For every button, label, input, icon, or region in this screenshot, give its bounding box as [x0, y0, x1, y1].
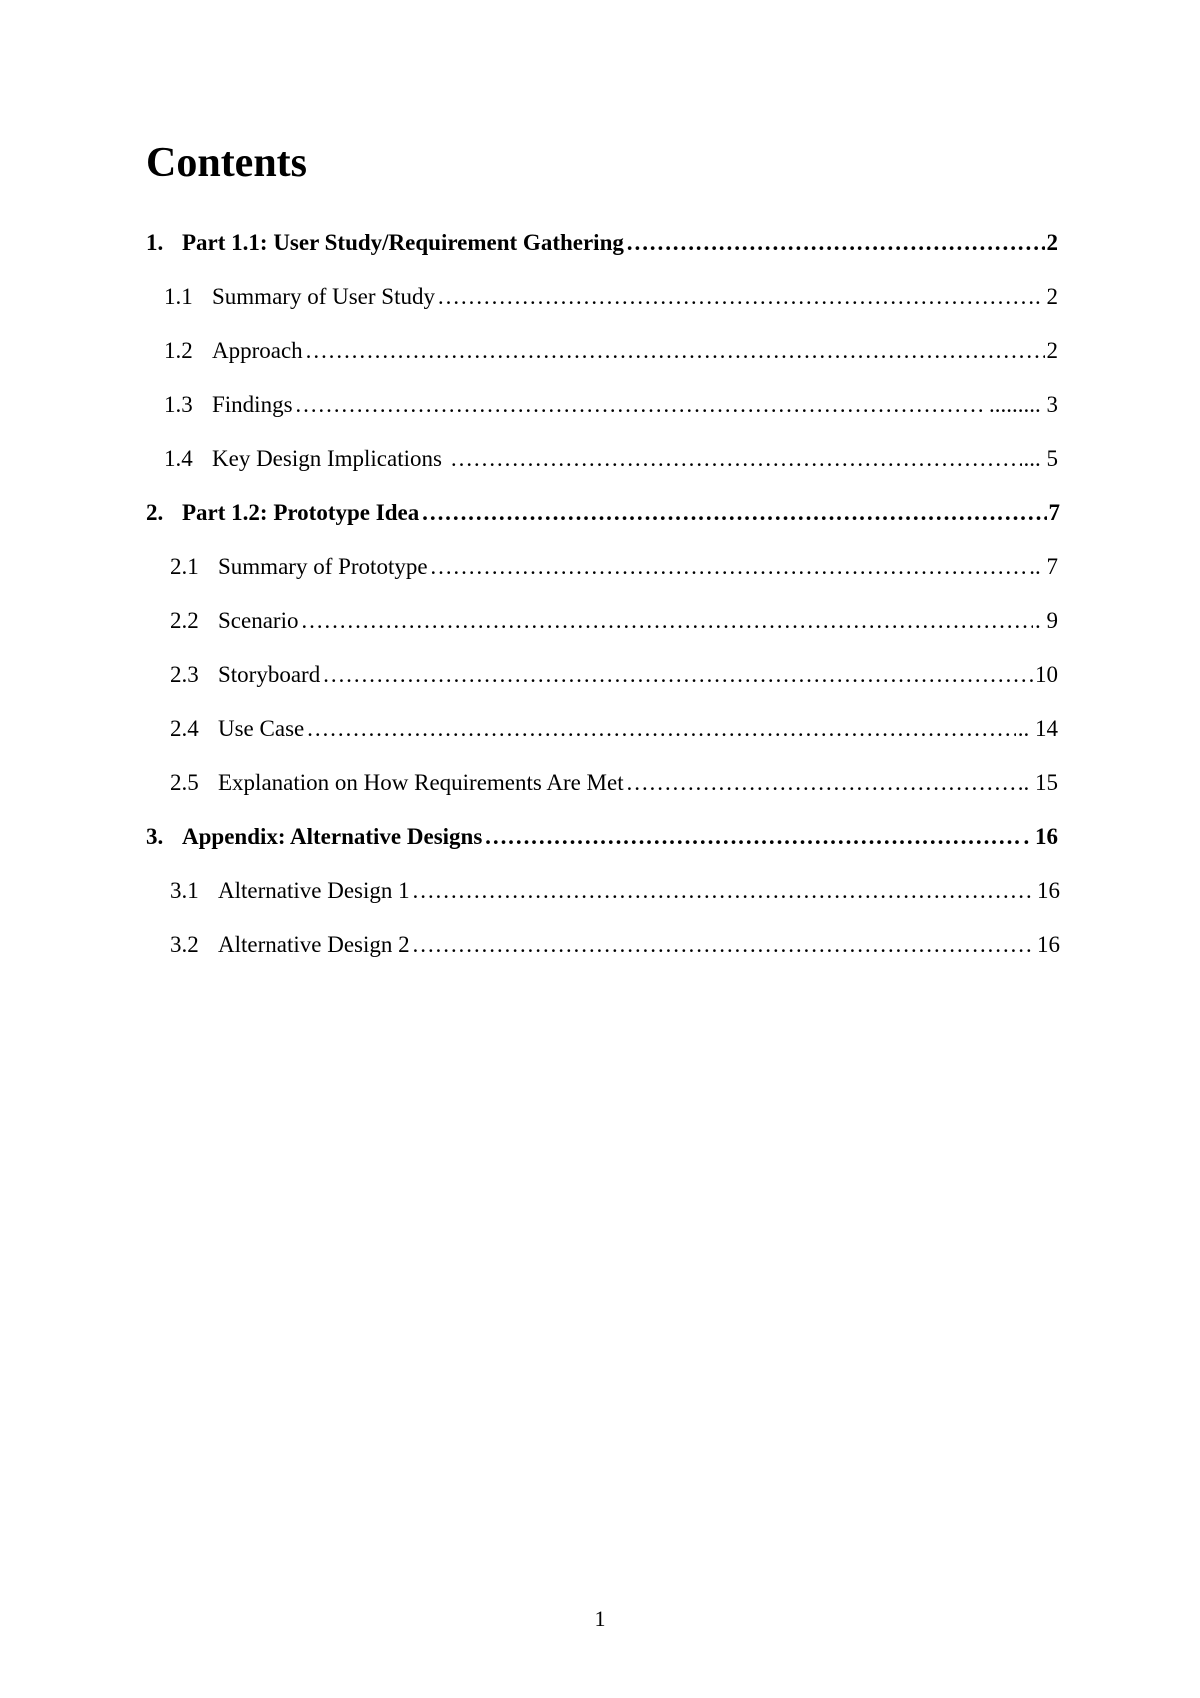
toc-entry-number: 1.4	[164, 446, 193, 471]
toc-entry-label: Summary of User Study	[212, 284, 435, 309]
toc-entry-label: Scenario	[218, 608, 299, 633]
toc-entry-page: 16	[1037, 878, 1060, 903]
toc-entry-page: ......... 3	[989, 392, 1058, 417]
toc-entry-1-3[interactable]	[164, 390, 1058, 420]
dot-leader	[412, 930, 1035, 960]
toc-entry-label: Part 1.1: User Study/Requirement Gathering	[182, 230, 624, 255]
toc-entry-page: .. 15	[1017, 770, 1058, 795]
toc-entry-1-2[interactable]	[164, 336, 1058, 366]
toc-entry-2-4[interactable]	[170, 714, 1058, 744]
dot-leader	[300, 606, 1033, 636]
dot-leader	[421, 498, 1046, 528]
toc-entry-3-2[interactable]	[170, 930, 1060, 960]
toc-entry-label: Summary of Prototype	[218, 554, 428, 579]
toc-entry-label: Explanation on How Requirements Are Met	[218, 770, 624, 795]
toc-entry-label: Findings	[212, 392, 293, 417]
toc-entry-3[interactable]	[146, 822, 1058, 852]
dot-leader	[295, 390, 987, 420]
toc-entry-number: 2.4	[170, 716, 199, 741]
toc-entry-page: 16	[1037, 932, 1060, 957]
toc-entry-number: 3.1	[170, 878, 199, 903]
toc-entry-page: ... 5	[1023, 446, 1058, 471]
dot-leader	[437, 282, 1033, 312]
dot-leader	[305, 336, 1045, 366]
toc-entry-2-1[interactable]	[170, 552, 1058, 582]
toc-entry-page: 7	[1048, 500, 1060, 525]
page-number: 1	[594, 1606, 606, 1631]
toc-entry-label: Storyboard	[218, 662, 321, 687]
dot-leader	[430, 552, 1028, 582]
toc-entry-page: . 16	[1023, 824, 1058, 849]
toc-entry-number: 2.1	[170, 554, 199, 579]
toc-entry-label: Alternative Design 1	[218, 878, 410, 903]
toc-entry-label: Approach	[212, 338, 303, 363]
toc-entry-label: Alternative Design 2	[218, 932, 410, 957]
toc-entry-2-2[interactable]	[170, 606, 1058, 636]
toc-entry-2-3[interactable]	[170, 660, 1058, 690]
toc-entry-2[interactable]	[146, 498, 1060, 528]
dot-leader	[306, 714, 1016, 744]
toc-entry-page: . 2	[1035, 284, 1058, 309]
toc-entry-number: 2.	[146, 500, 164, 525]
toc-entry-1-4[interactable]	[164, 444, 1058, 474]
toc-entry-page: 10	[1035, 662, 1058, 687]
toc-entry-label: Appendix: Alternative Designs	[182, 824, 483, 849]
page-title: Contents	[146, 140, 308, 186]
toc-entry-number: 1.2	[164, 338, 193, 363]
dot-leader	[412, 876, 1035, 906]
dot-leader	[626, 768, 1016, 798]
toc-entry-number: 2.5	[170, 770, 199, 795]
dot-leader	[322, 660, 1033, 690]
toc-entry-number: 1.	[146, 230, 164, 255]
toc-entry-1[interactable]	[146, 228, 1058, 258]
toc-entry-page: . 9	[1035, 608, 1058, 633]
toc-entry-label: Key Design Implications	[212, 446, 442, 471]
toc-entry-number: 2.2	[170, 608, 199, 633]
dot-leader	[626, 228, 1045, 258]
dot-leader	[450, 444, 1022, 474]
toc-entry-number: 3.2	[170, 932, 199, 957]
toc-entry-page: .. 7	[1029, 554, 1058, 579]
toc-entry-label: Use Case	[218, 716, 305, 741]
toc-entry-number: 3.	[146, 824, 164, 849]
toc-entry-number: 1.1	[164, 284, 193, 309]
toc-entry-3-1[interactable]	[170, 876, 1060, 906]
toc-entry-number: 2.3	[170, 662, 199, 687]
toc-entry-number: 1.3	[164, 392, 193, 417]
toc-entry-page: 2	[1046, 338, 1058, 363]
toc-entry-1-1[interactable]	[164, 282, 1058, 312]
toc-entry-page: 2	[1046, 230, 1058, 255]
toc-entry-page: .. 14	[1017, 716, 1058, 741]
dot-leader	[484, 822, 1021, 852]
toc-entry-2-5[interactable]	[170, 768, 1058, 798]
toc-entry-label: Part 1.2: Prototype Idea	[182, 500, 420, 525]
